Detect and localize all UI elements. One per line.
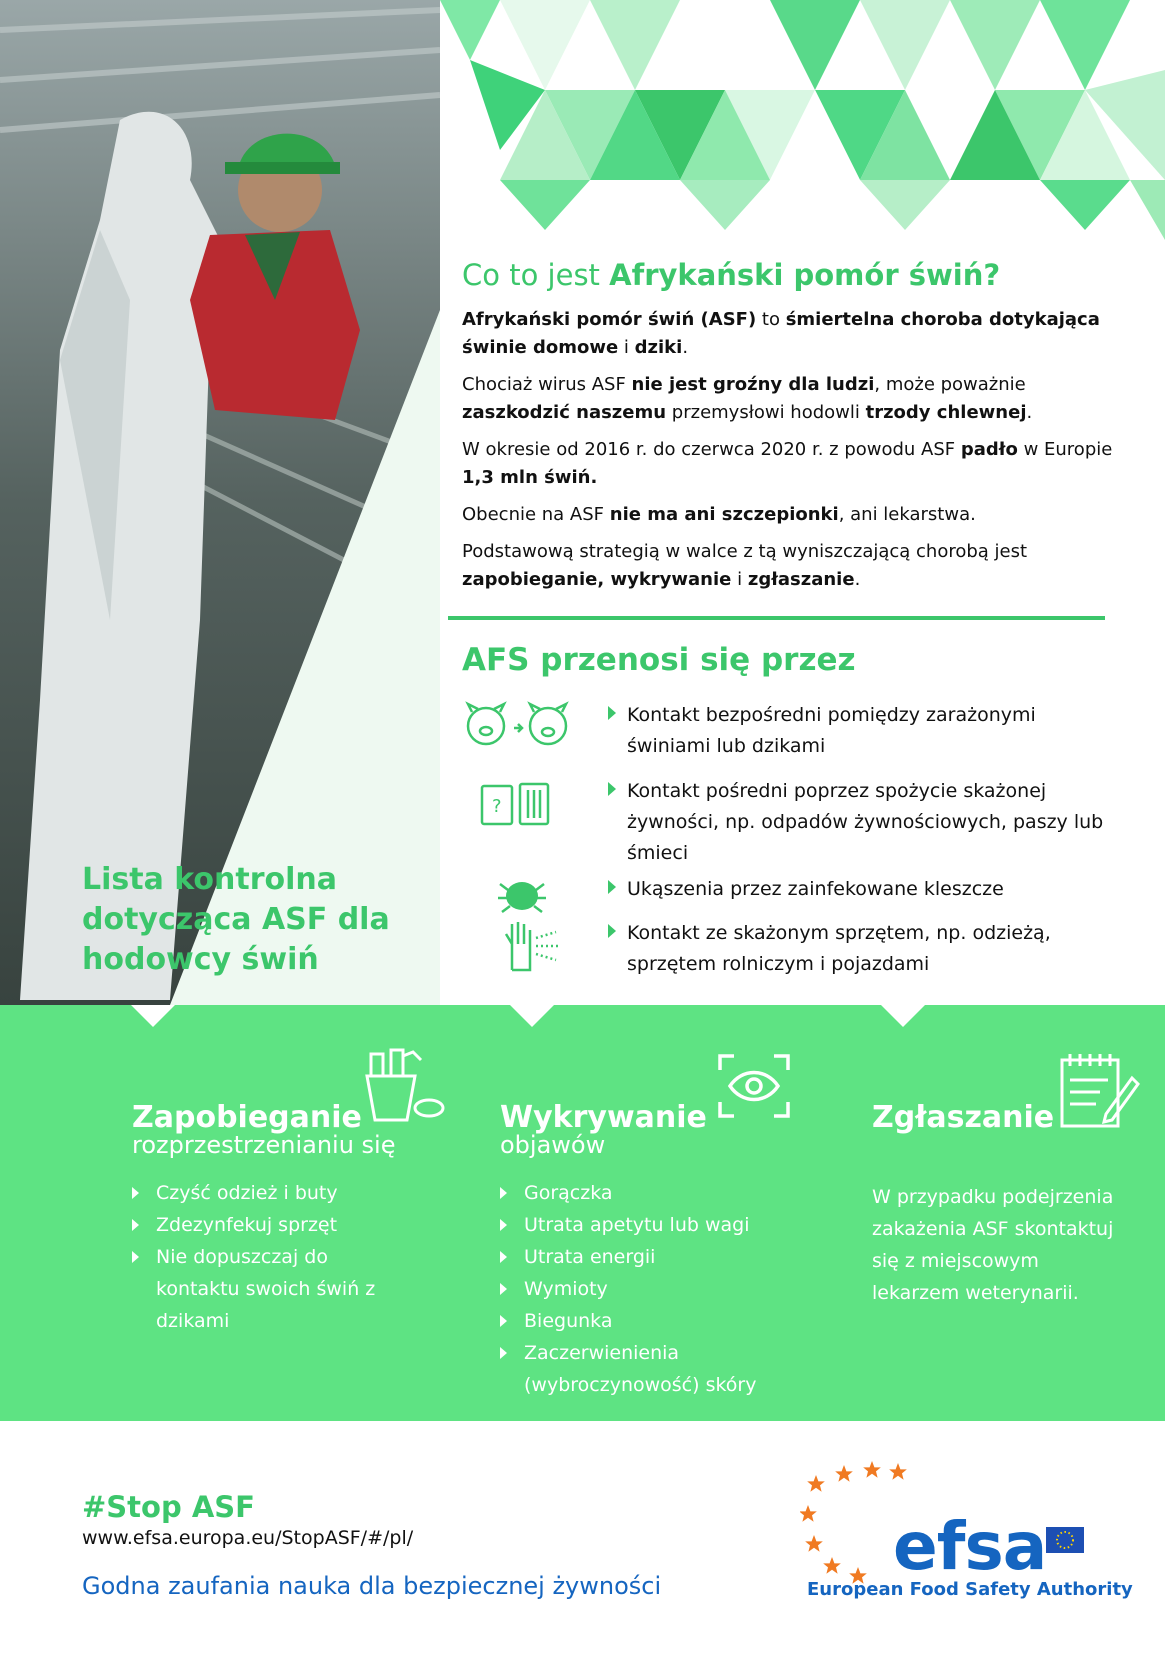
intro-paragraph: Afrykański pomór świń (ASF) to śmiertelna choroba dotykająca świnie domowe i dziki. (462, 309, 1100, 358)
list-item: Wymioty (500, 1273, 760, 1305)
band-notch (881, 1005, 925, 1027)
band-notch (131, 1005, 175, 1027)
transmission-text: Kontakt pośredni poprzez spożycie skażonej żywności, np. odpadów żywnościowych, paszy lub śmieci (627, 780, 1104, 864)
svg-text:?: ? (492, 796, 502, 817)
intro-paragraph: W okresie od 2016 r. do czerwca 2020 r. z powodu ASF padło w Europie 1,3 mln świń. (462, 439, 1113, 488)
hashtag: #Stop ASF (82, 1490, 255, 1524)
list-item: Zdezynfekuj sprzęt (132, 1209, 382, 1241)
reporting-text: W przypadku podejrzenia zakażenia ASF skontaktuj się z miejscowym lekarzem weterynarii. (872, 1186, 1114, 1304)
intro-title: Co to jest Afrykański pomór świń? (462, 258, 1001, 292)
prevention-title: Zapobieganie (132, 1100, 362, 1135)
transmission-text: Ukąszenia przez zainfekowane kleszcze (627, 878, 1004, 900)
triangle-pattern (0, 0, 1165, 275)
band-notch (510, 1005, 554, 1027)
transmission-text: Kontakt bezpośredni pomiędzy zarażonymi świniami lub dzikami (627, 704, 1036, 757)
efsa-logo-word: efsa (893, 1508, 1047, 1585)
tagline: Godna zaufania nauka dla bezpiecznej żywności (82, 1572, 662, 1600)
efsa-logo-subtitle: European Food Safety Authority (807, 1579, 1133, 1600)
list-item: Gorączka (500, 1177, 760, 1209)
transmission-title: AFS przenosi się przez (462, 642, 856, 678)
prevention-subtitle: rozprzestrzenianiu się (132, 1131, 396, 1159)
reporting-column (872, 1100, 1122, 1309)
intro-paragraph: Chociaż wirus ASF nie jest groźny dla ludzi, może poważnie zaszkodzić naszemu przemysłowi hodowli trzody chlewnej. (462, 374, 1033, 423)
hand-spray-icon (462, 918, 582, 974)
list-item: Utrata energii (500, 1241, 760, 1273)
detection-title: Wykrywanie (500, 1100, 707, 1135)
food-waste-bin-icon (462, 776, 582, 832)
intro-paragraph: Podstawową strategią w walce z tą wyniszczającą chorobą jest zapobieganie, wykrywanie i zgłaszanie. (462, 541, 1028, 590)
bullet-arrow (608, 782, 616, 796)
detection-subtitle: objawów (500, 1131, 606, 1159)
intro-text (462, 306, 1122, 603)
list-item: Zaczerwienienia (wybroczynowość) skóry (500, 1337, 760, 1401)
list-item: Czyść odzież i buty (132, 1177, 382, 1209)
bullet-arrow (608, 706, 616, 720)
section-divider (448, 616, 1105, 620)
sidebar-title: Lista kontrolna dotycząca ASF dla hodowcy świń (82, 862, 390, 977)
list-item: Nie dopuszczaj do kontaktu swoich świń z dzikami (132, 1241, 382, 1337)
prevention-column (132, 1100, 395, 1337)
pig-to-boar-icon (462, 700, 582, 756)
intro-paragraph: Obecnie na ASF nie ma ani szczepionki, ani lekarstwa. (462, 504, 976, 525)
reporting-title: Zgłaszanie (872, 1100, 1055, 1135)
list-item: Utrata apetytu lub wagi (500, 1209, 760, 1241)
list-item: Biegunka (500, 1305, 760, 1337)
transmission-text: Kontakt ze skażonym sprzętem, np. odzieżą, sprzętem rolniczym i pojazdami (627, 922, 1051, 975)
detection-column (500, 1100, 760, 1401)
bullet-arrow (608, 924, 616, 938)
bullet-arrow (608, 880, 616, 894)
website-link[interactable]: www.efsa.europa.eu/StopASF/#/pl/ (82, 1527, 414, 1549)
